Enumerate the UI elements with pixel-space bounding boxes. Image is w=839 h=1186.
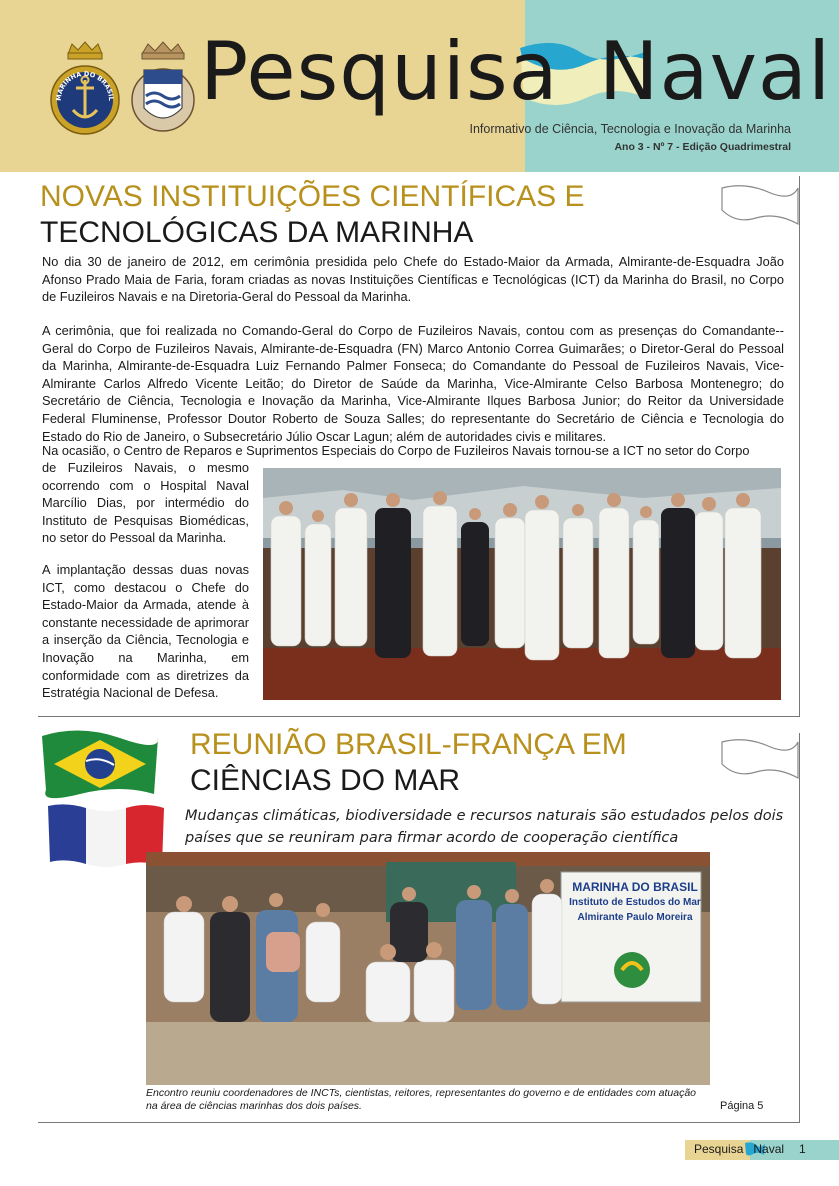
article2-lead: Mudanças climáticas, biodiversidade e recursos naturais são estudados pelos dois países que se reuniram para firmar acordo de cooperação científica (185, 808, 784, 846)
sign-line-2: Instituto de Estudos do Mar (569, 897, 701, 908)
article1-paragraph-3b: de Fuzileiros Navais, o mesmo ocorrendo com o Hospital Naval Marcílio Dias, por intermédio do Instituto de Pesquisas Biomédicas, no setor do Pessoal da Marinha. (42, 460, 249, 546)
coat-of-arms-icon (130, 40, 196, 140)
article1-paragraph-1: No dia 30 de janeiro de 2012, em cerimônia presidida pelo Chefe do Estado-Maior da Armada, Almirante-de-Esquadra João Afonso Prado Maia de Faria, foram criadas as novas Instituições Científicas e Tecnológicas (ICT) da Marinha do Brasil, no Corpo de Fuzileiros Navais e na Diretoria-Geral do Pessoal da Marinha. (42, 254, 784, 305)
article1-heading-line1: NOVAS INSTITUIÇÕES CIENTÍFICAS E (40, 180, 585, 213)
article1-paragraph-4: A implantação dessas duas novas ICT, como destacou o Chefe do Estado-Maior da Armada, atende à constante necessidade de aprimorar a inserção da Ciência, Tecnologia e Inovação na Marinha, em conformidade com as diretrizes da Estratégia Nacional de Defesa. (42, 562, 250, 701)
title-pesquisa: Pesquisa (200, 25, 559, 118)
edition-label: Ano 3 - Nº 7 - Edição Quadrimestral (614, 141, 791, 153)
svg-text:MARINHA DO BRASIL: MARINHA DO BRASIL (54, 69, 116, 102)
photo-caption: Encontro reuniu coordenadores de INCTs, cientistas, reitores, representantes do governo e de entidades com atuação na área de ciências marinhas dos dois países. (146, 1087, 697, 1112)
navy-emblem-label (48, 40, 122, 140)
footer-page-number: 1 (799, 1142, 806, 1156)
brazil-flag-icon (40, 728, 160, 800)
article2-heading-line1: REUNIÃO BRASIL-FRANÇA EM (190, 728, 627, 761)
footer-brand (694, 1142, 784, 1156)
ceremony-photo (263, 468, 781, 700)
page-reference: Página 5 (720, 1100, 764, 1112)
article2-heading-line2: CIÊNCIAS DO MAR (190, 764, 461, 797)
footer-brand-left: Pesquisa (694, 1142, 744, 1156)
footer-brand-right: Naval (753, 1142, 785, 1156)
pennant-icon (720, 184, 800, 226)
sign-line-1: MARINHA DO BRASIL (572, 880, 698, 894)
pennant-icon-2 (720, 738, 800, 780)
institute-sign (565, 880, 705, 925)
article1-heading-line2: TECNOLÓGICAS DA MARINHA (40, 216, 474, 249)
sign-line-3: Almirante Paulo Moreira (577, 912, 693, 923)
title-naval: Naval (598, 25, 832, 118)
publication-subtitle: Informativo de Ciência, Tecnologia e Inovação da Marinha (469, 122, 791, 136)
article1-paragraph-2: A cerimônia, que foi realizada no Comando-Geral do Corpo de Fuzileiros Navais, contou com as presenças do Comandante--Geral do Corpo de Fuzileiros Navais, Almirante-de-Esquadra (FN) Marco Antonio Correa Guimarães; o Diretor-Geral do Pessoal da Marinha, Almirante-de-Esquadra Luiz Fernando Palmer Fonseca; do Comandante do Pessoal de Fuzileiros Navais, Vice-Almirante Carlos Alfredo Vicente Leitão; do Diretor de Saúde da Marinha, Vice-Almirante Celso Barbosa Montenegro; do Secretário de Ciência, Tecnologia e Inovação da Marinha, Vice-Almirante Ilques Barbosa Junior; do Reitor da Universidade Federal Fluminense, Professor Doutor Roberto de Souza Salles; do representante do Secretário de Ciência e Tecnologia do Estado do Rio de Janeiro, o Subsecretário Júlio Oscar Lagun; além de autoridades civis e militares. (42, 323, 784, 444)
publication-title (200, 25, 832, 118)
article1-paragraph-3a: Na ocasião, o Centro de Reparos e Suprimentos Especiais do Corpo de Fuzileiros Navais tornou-se a ICT no setor do Corpo (42, 443, 750, 458)
